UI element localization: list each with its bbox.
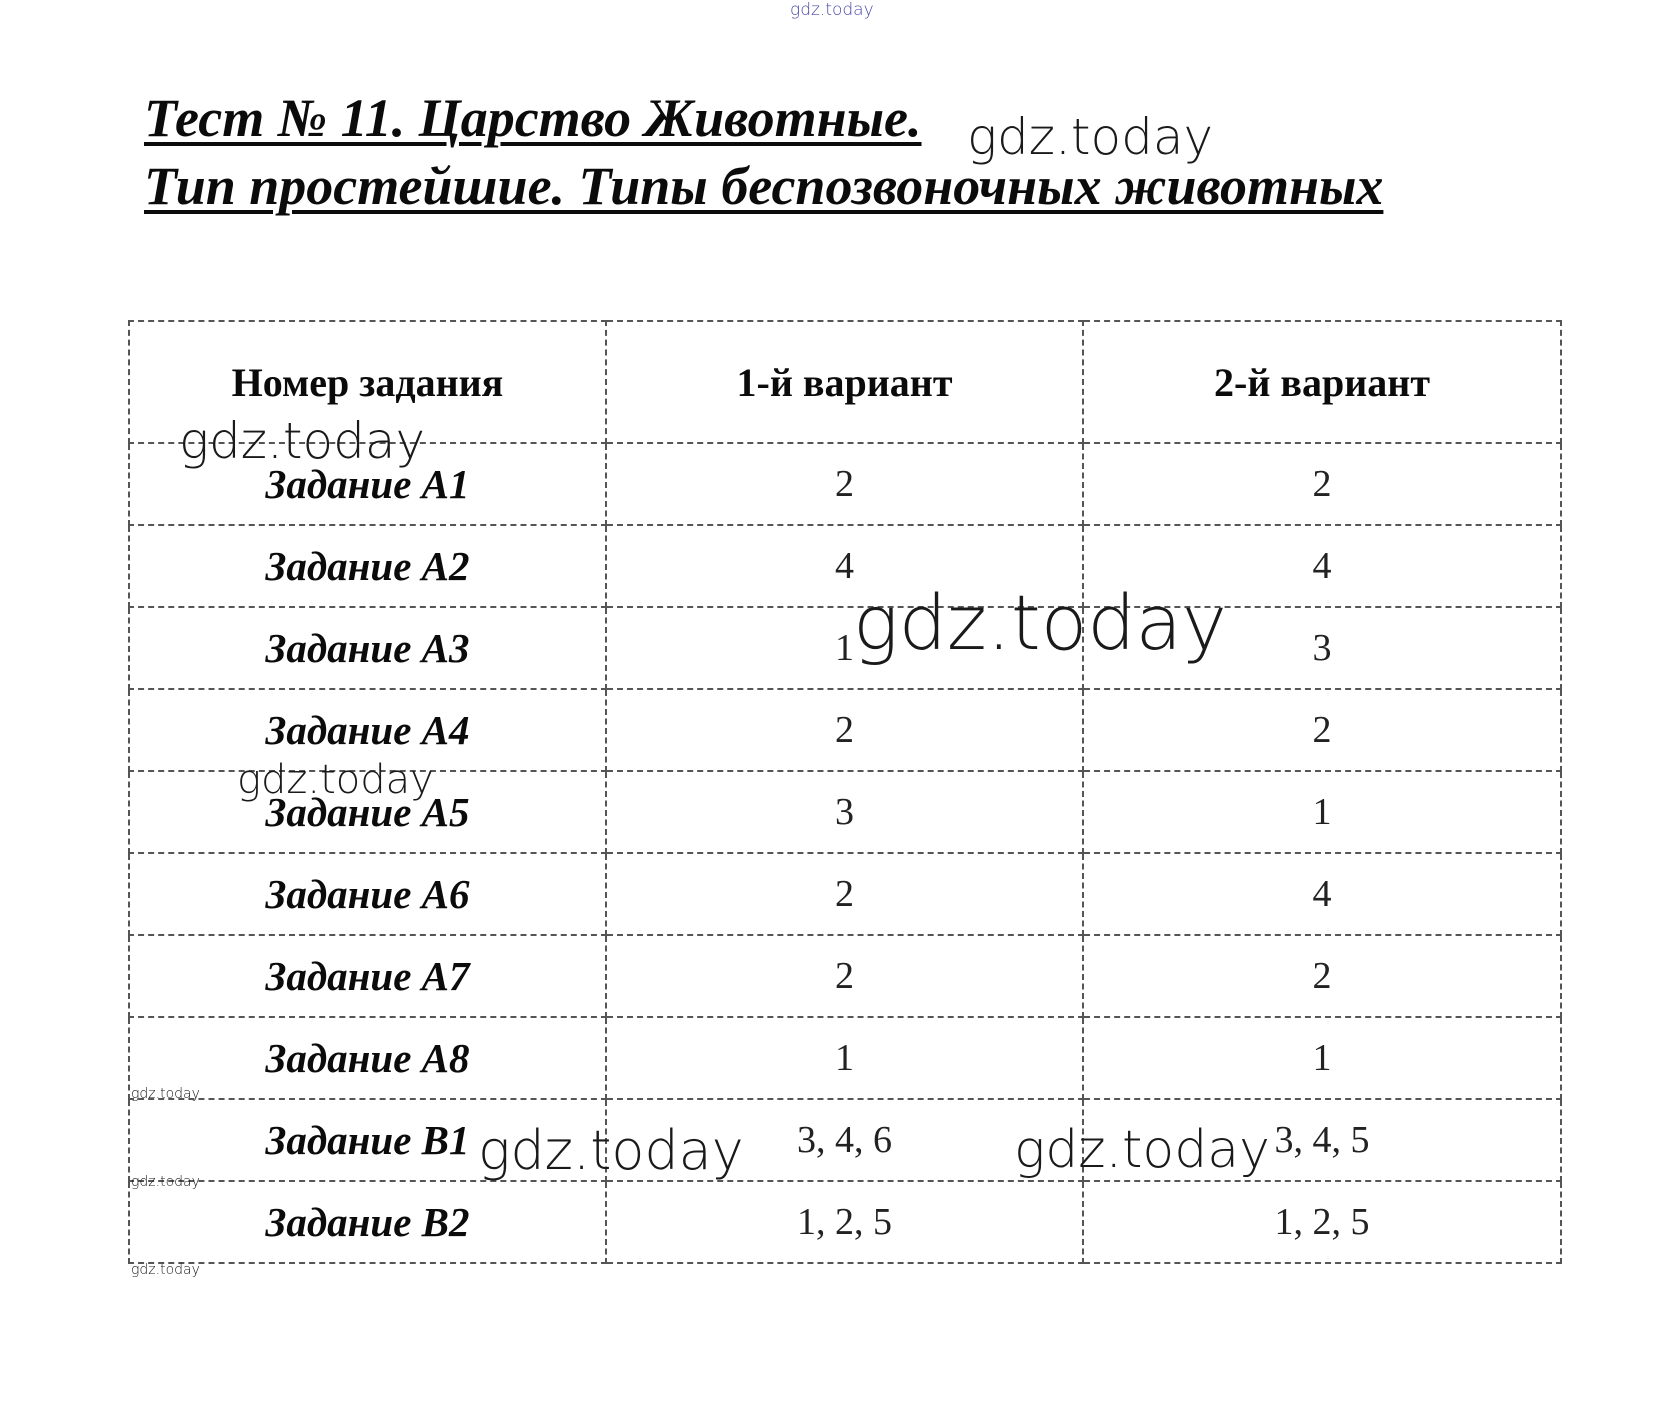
- variant-1-answer: 4: [606, 525, 1083, 607]
- watermark-b1-left: gdz.today: [478, 1119, 744, 1182]
- watermark-middle: gdz.today: [853, 578, 1227, 667]
- table-row: [129, 853, 1561, 935]
- watermark-row-a5: gdz.today: [237, 757, 434, 803]
- variant-2-answer: 2: [1083, 935, 1561, 1017]
- variant-1-answer: 3: [606, 771, 1083, 853]
- table-row: [129, 1017, 1561, 1099]
- table-row: [129, 1099, 1561, 1181]
- task-label: Задание А5: [129, 771, 606, 853]
- variant-2-answer: 4: [1083, 853, 1561, 935]
- task-label: Задание А7: [129, 935, 606, 1017]
- variant-1-answer: 3, 4, 6: [606, 1099, 1083, 1181]
- task-label: Задание А8: [129, 1017, 606, 1099]
- task-label: Задание В2: [129, 1181, 606, 1263]
- watermark-top: gdz.today: [790, 0, 874, 20]
- variant-1-answer: 2: [606, 689, 1083, 771]
- task-label: Задание А1: [129, 443, 606, 525]
- variant-2-answer: 2: [1083, 443, 1561, 525]
- table-row: [129, 607, 1561, 689]
- variant-1-answer: 2: [606, 853, 1083, 935]
- variant-1-answer: 1: [606, 1017, 1083, 1099]
- title-line-2: Тип простейшие. Типы беспозвоночных животных: [144, 156, 1384, 216]
- watermark-header: gdz.today: [179, 412, 426, 470]
- task-label: Задание А3: [129, 607, 606, 689]
- watermark-small-b1: gdz.today: [131, 1174, 200, 1190]
- variant-1-answer: 2: [606, 443, 1083, 525]
- task-label: Задание В1: [129, 1099, 606, 1181]
- title-line-1: Тест № 11. Царство Животные.: [144, 88, 922, 148]
- variant-1-answer: 1, 2, 5: [606, 1181, 1083, 1263]
- variant-1-answer: 2: [606, 935, 1083, 1017]
- table-row: [129, 935, 1561, 1017]
- header-variant-1: 1-й вариант: [606, 321, 1083, 443]
- watermark-small-a8: gdz.today: [131, 1086, 200, 1102]
- table-row: [129, 1181, 1561, 1263]
- task-label: Задание А2: [129, 525, 606, 607]
- variant-2-answer: 3: [1083, 607, 1561, 689]
- variant-2-answer: 1: [1083, 771, 1561, 853]
- variant-1-answer: 1: [606, 607, 1083, 689]
- table-row: [129, 525, 1561, 607]
- variant-2-answer: 2: [1083, 689, 1561, 771]
- variant-2-answer: 1, 2, 5: [1083, 1181, 1561, 1263]
- variant-2-answer: 1: [1083, 1017, 1561, 1099]
- header-variant-2: 2-й вариант: [1083, 321, 1561, 443]
- task-label: Задание А4: [129, 689, 606, 771]
- variant-2-answer: 3, 4, 5: [1083, 1099, 1561, 1181]
- variant-2-answer: 4: [1083, 525, 1561, 607]
- task-label: Задание А6: [129, 853, 606, 935]
- watermark-title: gdz.today: [967, 108, 1214, 166]
- watermark-small-b2: gdz.today: [131, 1262, 200, 1278]
- header-task-number: Номер задания: [129, 321, 606, 443]
- watermark-b1-right: gdz.today: [1014, 1120, 1270, 1180]
